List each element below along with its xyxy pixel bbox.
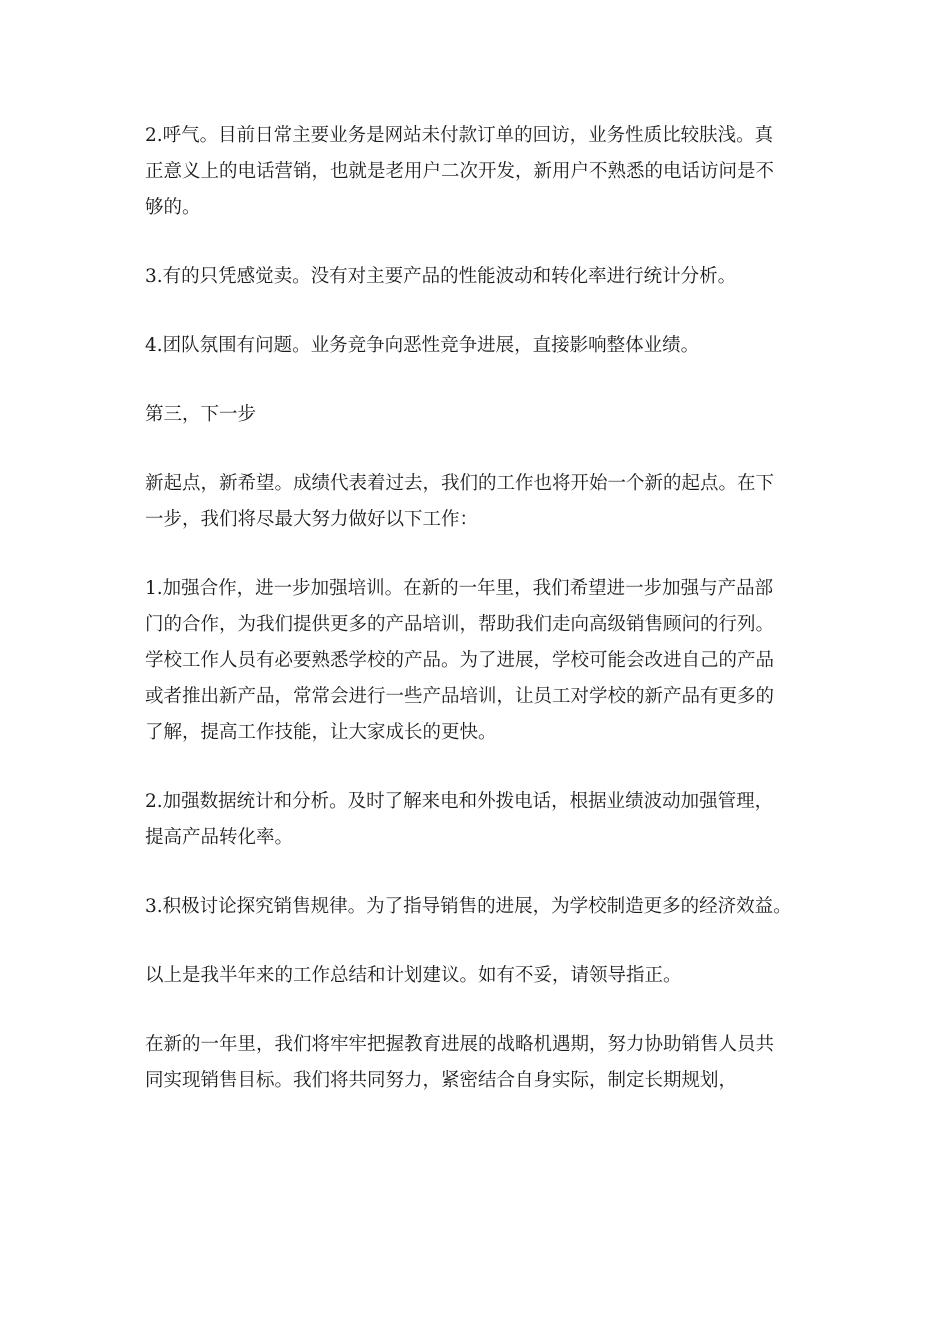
section-heading-next-step: [145, 397, 810, 433]
text-line: 一步，我们将尽最大努力做好以下工作：: [145, 509, 479, 530]
text-line: 够的。: [145, 197, 201, 218]
text-line: 在新的一年里，我们将牢牢把握教育进展的战略机遇期，努力协助销售人员共: [145, 1034, 775, 1055]
paragraph-plan-2-statistics: [145, 784, 810, 856]
text-line: 新起点，新希望。成绩代表着过去，我们的工作也将开始一个新的起点。在下: [145, 473, 775, 494]
text-line: 正意义上的电话营销，也就是老用户二次开发，新用户不熟悉的电话访问是不: [145, 161, 775, 182]
text-line: 学校工作人员有必要熟悉学校的产品。为了进展，学校可能会改进自己的产品: [145, 650, 775, 671]
paragraph-summary: [145, 958, 810, 994]
text-line: 门的合作，为我们提供更多的产品培训，帮助我们走向高级销售顾问的行列。: [145, 614, 775, 635]
text-line: 1.加强合作，进一步加强培训。在新的一年里，我们希望进一步加强与产品部: [145, 578, 774, 599]
paragraph-closing: [145, 1027, 810, 1099]
text-line: 4.团队氛围有问题。业务竞争向恶性竞争进展，直接影响整体业绩。: [145, 335, 700, 356]
text-line: 2.加强数据统计和分析。及时了解来电和外拨电话，根据业绩波动加强管理，: [145, 791, 774, 812]
text-line: 或者推出新产品，常常会进行一些产品培训，让员工对学校的新产品有更多的: [145, 686, 775, 707]
text-line: 2.呼气。目前日常主要业务是网站未付款订单的回访，业务性质比较肤浅。真: [145, 125, 774, 146]
text-line: 了解，提高工作技能，让大家成长的更快。: [145, 722, 497, 743]
paragraph-new-start: [145, 466, 810, 538]
text-line: 3.有的只凭感觉卖。没有对主要产品的性能波动和转化率进行统计分析。: [145, 266, 737, 287]
document-body: [145, 118, 810, 1132]
text-line: 第三，下一步: [145, 404, 257, 425]
paragraph-plan-1-training: [145, 571, 810, 751]
text-line: 提高产品转化率。: [145, 827, 294, 848]
paragraph-item-4-team: [145, 328, 810, 364]
paragraph-item-3-feeling: [145, 259, 810, 295]
text-line: 以上是我半年来的工作总结和计划建议。如有不妥，请领导指正。: [145, 965, 682, 986]
text-line: 3.积极讨论探究销售规律。为了指导销售的进展，为学校制造更多的经济效益。: [145, 896, 792, 917]
text-line: 同实现销售目标。我们将共同努力，紧密结合自身实际，制定长期规划，: [145, 1070, 738, 1091]
paragraph-plan-3-discussion: [145, 889, 810, 925]
paragraph-item-2-breathing: [145, 118, 810, 226]
